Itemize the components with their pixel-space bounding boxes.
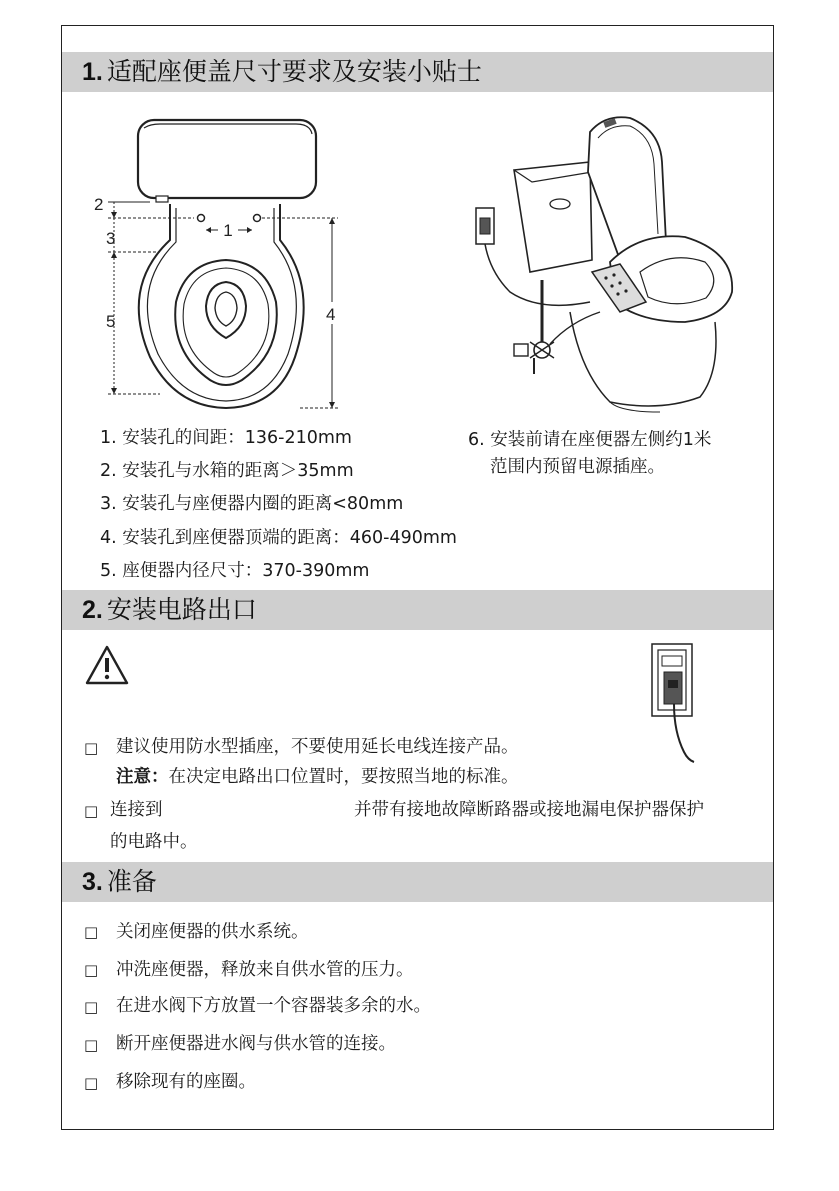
electrical-item-1: 建议使用防水型插座，不要使用延长电线连接产品。 bbox=[116, 737, 519, 757]
wall-outlet-icon bbox=[648, 642, 708, 764]
prep-item-5: 移除现有的座圈。 bbox=[116, 1072, 256, 1092]
checkbox-icon: □ bbox=[84, 802, 99, 820]
section-2-title: 2. 安装电路出口 bbox=[82, 595, 257, 624]
prep-item-2: 冲洗座便器，释放来自供水管的压力。 bbox=[116, 960, 414, 980]
electrical-note: 注意：在决定电路出口位置时，要按照当地的标准。 bbox=[116, 767, 519, 787]
dim-label-4: 4 bbox=[326, 305, 336, 324]
section-3-header bbox=[62, 862, 773, 902]
spec-line-1: 1. 安装孔的间距：136-210mm bbox=[100, 428, 352, 448]
electrical-item-2-start: 连接到 bbox=[110, 800, 163, 820]
checkbox-icon: □ bbox=[84, 1074, 99, 1092]
prep-item-3: 在进水阀下方放置一个容器装多余的水。 bbox=[116, 996, 431, 1016]
electrical-item-2-end: 并带有接地故障断路器或接地漏电保护器保护 bbox=[354, 800, 704, 820]
checkbox-icon: □ bbox=[84, 739, 99, 757]
spec-line-5: 5. 座便器内径尺寸：370-390mm bbox=[100, 561, 370, 581]
prep-item-4: 断开座便器进水阀与供水管的连接。 bbox=[116, 1034, 396, 1054]
toilet-dimension-diagram bbox=[90, 112, 350, 422]
tip-line-1: 6. 安装前请在座便器左侧约1米 bbox=[468, 430, 712, 450]
electrical-item-2-cont: 的电路中。 bbox=[110, 832, 198, 852]
section-1-title: 1. 适配座便盖尺寸要求及安装小贴士 bbox=[82, 57, 482, 86]
prep-item-1: 关闭座便器的供水系统。 bbox=[116, 922, 309, 942]
section-2-header bbox=[62, 590, 773, 630]
warning-icon bbox=[84, 644, 130, 686]
section-3-title: 3. 准备 bbox=[82, 867, 157, 896]
spec-line-4: 4. 安装孔到座便器顶端的距离：460-490mm bbox=[100, 528, 457, 548]
dim-label-2: 2 bbox=[94, 195, 104, 214]
tip-line-2: 范围内预留电源插座。 bbox=[490, 457, 665, 477]
dim-label-5: 5 bbox=[106, 312, 116, 331]
checkbox-icon: □ bbox=[84, 961, 99, 979]
dim-label-3: 3 bbox=[106, 229, 116, 248]
checkbox-icon: □ bbox=[84, 923, 99, 941]
section-1-header bbox=[62, 52, 773, 92]
spec-line-2: 2. 安装孔与水箱的距离＞35mm bbox=[100, 461, 354, 481]
checkbox-icon: □ bbox=[84, 998, 99, 1016]
spec-line-3: 3. 安装孔与座便器内圈的距离<80mm bbox=[100, 494, 404, 514]
installed-smart-seat-illustration bbox=[470, 112, 750, 417]
checkbox-icon: □ bbox=[84, 1036, 99, 1054]
dim-label-1: 1 bbox=[223, 221, 233, 240]
